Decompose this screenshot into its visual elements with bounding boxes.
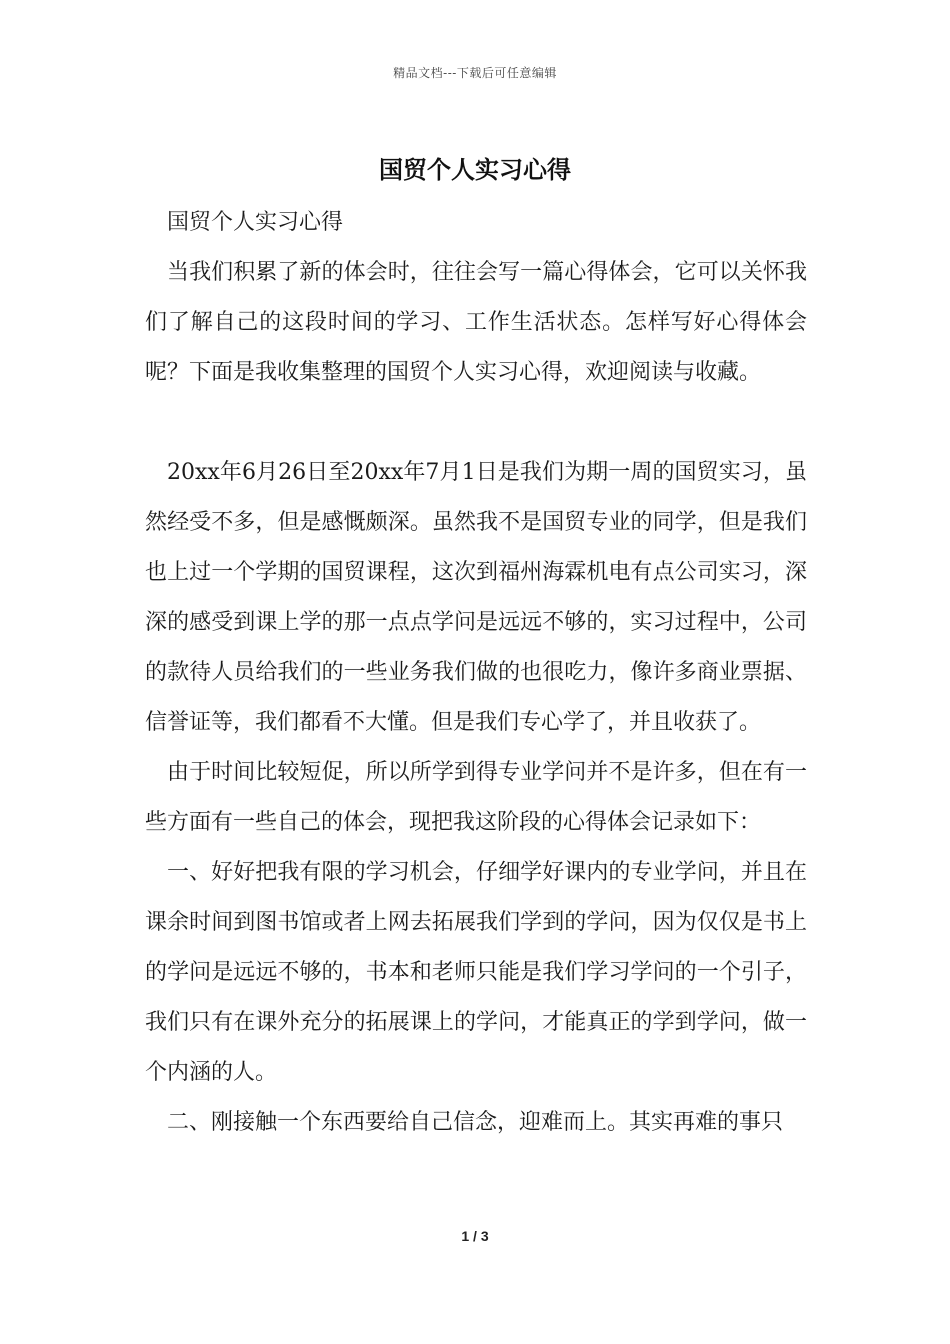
subtitle-paragraph: 国贸个人实习心得 xyxy=(167,210,344,235)
body-paragraph: 二、刚接触一个东西要给自己信念，迎难而上。其实再难的事只 xyxy=(167,1110,784,1135)
body-paragraph: 20xx年6月26日至20xx年7月1日是我们为期一周的国贸实习，虽然经受不多，但是感慨颇深。虽然我不是国贸专业的同学，但是我们也上过一个学期的国贸课程，这次到福州海霖机电有点公司实习，深深的感受到课上学的那一点点学问是远远不够的，实习过程中，公司的款待人员给我们的一些业务我们做的也很吃力，像许多商业票据、信誉证等，我们都看不大懂。但是我们专心学了，并且收获了。 xyxy=(145,460,807,735)
paragraph-spacer xyxy=(145,398,807,448)
document-body xyxy=(145,196,807,1148)
intro-paragraph: 当我们积累了新的体会时，往往会写一篇心得体会，它可以关怀我们了解自己的这段时间的学习、工作生活状态。怎样写好心得体会呢？下面是我收集整理的国贸个人实习心得，欢迎阅读与收藏。 xyxy=(145,260,807,385)
body-paragraph: 一、好好把我有限的学习机会，仔细学好课内的专业学问，并且在课余时间到图书馆或者上网去拓展我们学到的学问，因为仅仅是书上的学问是远远不够的，书本和老师只能是我们学习学问的一个引子，我们只有在课外充分的拓展课上的学问，才能真正的学到学问，做一个内涵的人。 xyxy=(145,860,807,1085)
header-note: 精品文档---下载后可任意编辑 xyxy=(393,66,557,80)
page-number: 1 / 3 xyxy=(461,1228,489,1244)
document-title: 国贸个人实习心得 xyxy=(379,155,571,184)
body-paragraph: 由于时间比较短促，所以所学到得专业学问并不是许多，但在有一些方面有一些自己的体会，现把我这阶段的心得体会记录如下： xyxy=(145,760,807,835)
